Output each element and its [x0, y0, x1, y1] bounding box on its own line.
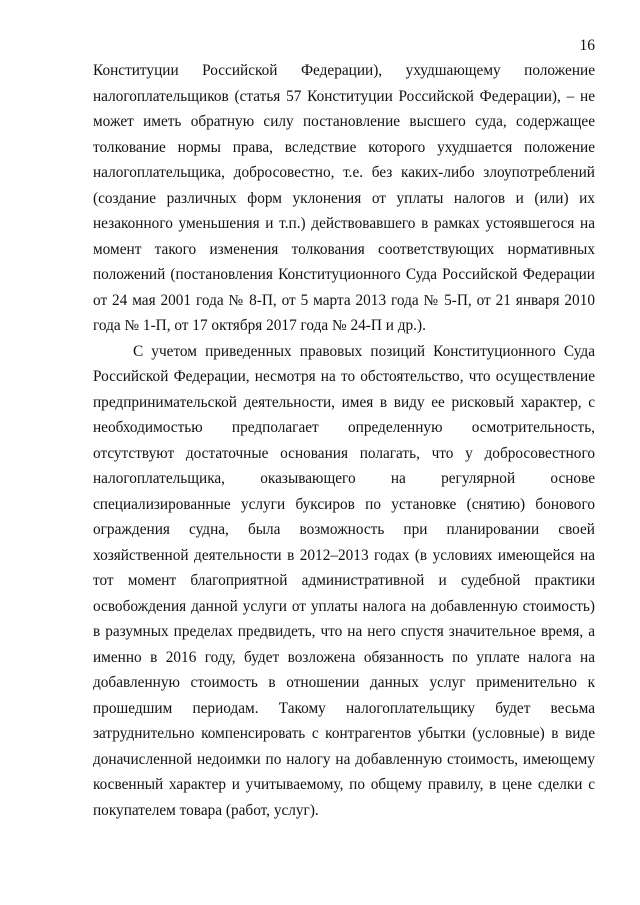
document-body [93, 58, 595, 823]
paragraph-continuation: Конституции Российской Федерации), ухудшающему положение налогоплательщиков (статья 57 Конституции Российской Федерации), – не может иметь обратную силу постановление высшего суда, содержащее толкование нормы права, вследствие которого ухудшается положение налогоплательщика, добросовестно, т.е. без каких-либо злоупотреблений (создание различных форм уклонения от уплаты налогов и (или) их незаконного уменьшения и т.п.) действовавшего в рамках устоявшегося на момент такого изменения толкования соответствующих нормативных положений (постановления Конституционного Суда Российской Федерации от 24 мая 2001 года № 8-П, от 5 марта 2013 года № 5-П, от 21 января 2010 года № 1-П, от 17 октября 2017 года № 24-П и др.). [93, 62, 595, 334]
page-number: 16 [579, 37, 595, 54]
paragraph-legal-position-conclusion: С учетом приведенных правовых позиций Конституционного Суда Российской Федерации, несмотря на то обстоятельство, что осуществление предпринимательской деятельности, имея в виду ее рисковый характер, с необходимостью предполагает определенную осмотрительность, отсутствуют достаточные основания полагать, что у добросовестного налогоплательщика, оказывающего на регулярной основе специализированные услуги буксиров по установке (снятию) бонового ограждения судна, была возможность при планировании своей хозяйственной деятельности в 2012–2013 годах (в условиях имеющейся на тот момент благоприятной административной и судебной практики освобождения данной услуги от уплаты налога на добавленную стоимость) в разумных пределах предвидеть, что на него спустя значительное время, а именно в 2016 году, будет возложена обязанность по уплате налога на добавленную стоимость в отношении данных услуг применительно к прошедшим периодам. Такому налогоплательщику будет весьма затруднительно компенсировать с контрагентов убытки (условные) в виде доначисленной недоимки по налогу на добавленную стоимость, имеющему косвенный характер и учитываемому, по общему правилу, в цене сделки с покупателем товара (работ, услуг). [93, 342, 595, 819]
